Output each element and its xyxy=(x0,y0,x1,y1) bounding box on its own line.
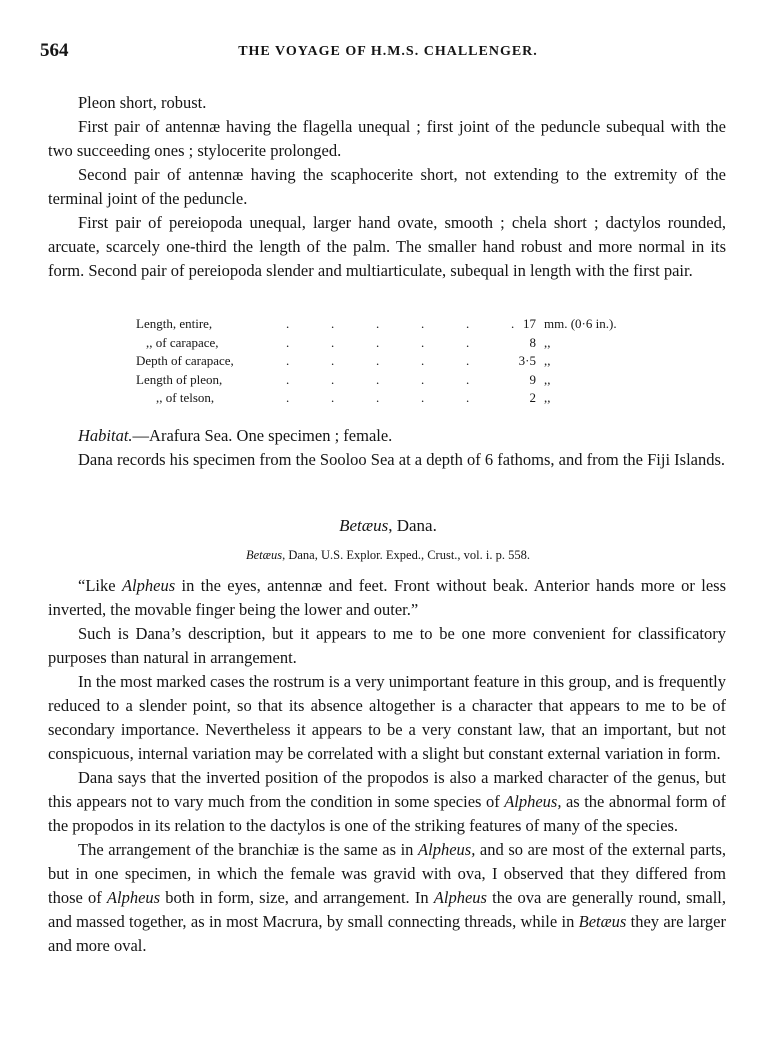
measurement-label: ,, of telson, xyxy=(156,390,215,405)
text-run: Dana says that the inverted position of the propodos is also a marked character of the genus, but this appears not to vary much from the condition in some species of xyxy=(48,768,726,811)
measurement-label: ,, of carapace, xyxy=(146,334,219,350)
body-paragraph: In the most marked cases the rostrum is a very unimportant feature in this group, and is frequently reduced to a slender point, so that its absence altogether is a character that appears to me to be of secondary importance. Nevertheless it appears to be a very constant law, that an important, but not conspicuous, internal variation may be correlated with a slight but constant external variation in form. xyxy=(48,672,726,763)
habitat-label: Habitat. xyxy=(78,426,133,445)
measurement-unit: ,, xyxy=(544,353,551,368)
text-run: “Like xyxy=(78,576,122,595)
measurement-label: Length of pleon, xyxy=(136,371,223,387)
measurement-value: 3·5 xyxy=(518,353,536,368)
page-header xyxy=(40,40,736,64)
measurement-value: 17 xyxy=(523,316,536,331)
measurement-value: 8 xyxy=(529,334,536,350)
habitat-section xyxy=(48,424,726,472)
italic-run: Alpheus xyxy=(433,888,487,907)
italic-run: Alpheus, xyxy=(418,840,476,859)
text-run: The arrangement of the branchiæ is the same as in xyxy=(78,840,419,859)
measurement-unit: ,, xyxy=(544,334,551,350)
genus-name: Betæus xyxy=(339,516,389,535)
measurement-label: Depth of carapace, xyxy=(136,353,234,368)
measurement-value: 9 xyxy=(529,371,536,387)
dana-record-paragraph: Dana records his specimen from the Sooloo Sea at a depth of 6 fathoms, and from the Fiji Islands. xyxy=(78,450,726,469)
italic-run: Betæus xyxy=(578,912,627,931)
document-page: 564 THE VOYAGE OF H.M.S. CHALLENGER. Pleon short, robust. First pair of antennæ having the flagella unequal ; first joint of the peduncle subequal with the two succeeding ones ; stylocerite prolonged. Second pair of antennæ having the scaphocerite short, not extending to the extremity of the terminal joint of the peduncle. First pair of pereiopoda unequal, larger hand ovate, smooth ; chela short ; dactylos rounded, arcuate, scarcely one-third the length of the palm. The smaller hand robust and more normal in its form. Second pair of pereiopoda slender and multiarticulate, subequal in length with the first pair. Length, entire, . . . . . . 17 mm. (0·6 in.). ,, of carapace, . . . . . 8 ,, Depth of carapace, . . . . . 3·5 ,, Length of pleon, . . . . . 9 ,, ,, of telson, . . . . . 2 ,, Habitat.—Arafura Sea. One specimen ; female. Dana records his specimen from the Sooloo Sea at a depth of 6 fathoms, and from the Fiji Islands. Betæus, Dana. Betæus, Dana, U.S. Explor. Exped., Crust., vol. i. p. 558. “Like Alpheus in the eyes, antennæ and feet. Front without beak. Anterior hands more or less inverted, the movable finger being the lower and outer.” Such is Dana’s description, but it appears to me to be one more convenient for classificatory purposes than natural in arrangement. In the most marked cases the rostrum is a very unimportant feature in this group, and is frequently reduced to a slender point, so that its absence altogether is a character that appears to me to be of secondary importance. Nevertheless it appears to be a very constant law, that an important, but not conspicuous, internal variation may be correlated with a slight but constant external variation in form. Dana says that the inverted position of the propodos is also a marked character of the genus, but this appears not to vary much from the condition in some species of Alpheus, as the abnormal form of the propodos in its relation to the dactylos is one of the striking features of many of the species. The arrangement of the branchiæ is the same as in Alpheus, and so are most of the external parts, but in one specimen, in which the female was gravid with ova, I observed that they differed from those of Alpheus both in form, size, and arrangement. In Alpheus the ova are generally round, small, and massed together, as in most Macrura, by small connecting threads, while in Betæus they are larger and more oval. xyxy=(0,0,776,1050)
text-run: and so are most of the external parts, but in one specimen, in which the female was gravid with ova, I observed that they differed from those of xyxy=(48,840,726,907)
measurement-unit: mm. (0·6 in.). xyxy=(544,316,617,331)
text-run: both in form, size, and arrangement. In xyxy=(160,888,434,907)
measurement-label: Length, entire, xyxy=(136,316,213,331)
measurement-unit: ,, xyxy=(544,390,551,405)
habitat-paragraph xyxy=(48,424,726,448)
quote-paragraph xyxy=(48,574,726,622)
measurement-unit: ,, xyxy=(544,371,551,387)
text-run: they are larger and more oval. xyxy=(48,912,726,955)
reference-citation: , Dana, U.S. Explor. Exped., Crust., vol. i. p. 558. xyxy=(282,548,530,562)
running-title: THE VOYAGE OF H.M.S. CHALLENGER. xyxy=(238,44,538,59)
description-paragraph: First pair of pereiopoda unequal, larger hand ovate, smooth ; chela short ; dactylos rounded, arcuate, scarcely one-third the length of the palm. The smaller hand robust and more normal in its form. Second pair of pereiopoda slender and multiarticulate, subequal in length with the first pair. xyxy=(48,213,726,280)
description-paragraph: Second pair of antennæ having the scaphocerite short, not extending to the extremity of the terminal joint of the peduncle. xyxy=(48,165,726,208)
italic-run: Alpheus xyxy=(106,888,161,907)
text-run: in the eyes, antennæ and feet. Front without beak. Anterior hands more or less inverted, the movable finger being the lower and outer.” xyxy=(48,576,726,619)
body-paragraph xyxy=(48,766,726,838)
genus-reference xyxy=(0,548,776,563)
text-run: as the abnormal form of the propodos in its relation to the dactylos is one of the striking features of many of the species. xyxy=(48,792,726,835)
reference-name: Betæus xyxy=(245,548,283,562)
italic-run: Alpheus, xyxy=(504,792,562,811)
habitat-text: —Arafura Sea. One specimen ; female. xyxy=(132,426,393,445)
description-paragraph: Pleon short, robust. xyxy=(78,93,207,112)
text-run: the ova are generally round, small, and massed together, as in most Macrura, by small connecting threads, while in xyxy=(48,888,726,931)
genus-author: , Dana. xyxy=(388,516,437,535)
body-paragraph xyxy=(48,838,726,958)
genus-discussion xyxy=(48,574,726,958)
body-paragraph: Such is Dana’s description, but it appears to me to be one more convenient for classificatory purposes than natural in arrangement. xyxy=(48,624,726,667)
species-description xyxy=(48,91,726,283)
italic-run: Alpheus xyxy=(121,576,176,595)
measurement-value: 2 xyxy=(529,390,536,405)
page-number: 564 xyxy=(40,40,69,61)
genus-heading xyxy=(0,516,776,536)
description-paragraph: First pair of antennæ having the flagella unequal ; first joint of the peduncle subequal with the two succeeding ones ; stylocerite prolonged. xyxy=(48,117,726,160)
